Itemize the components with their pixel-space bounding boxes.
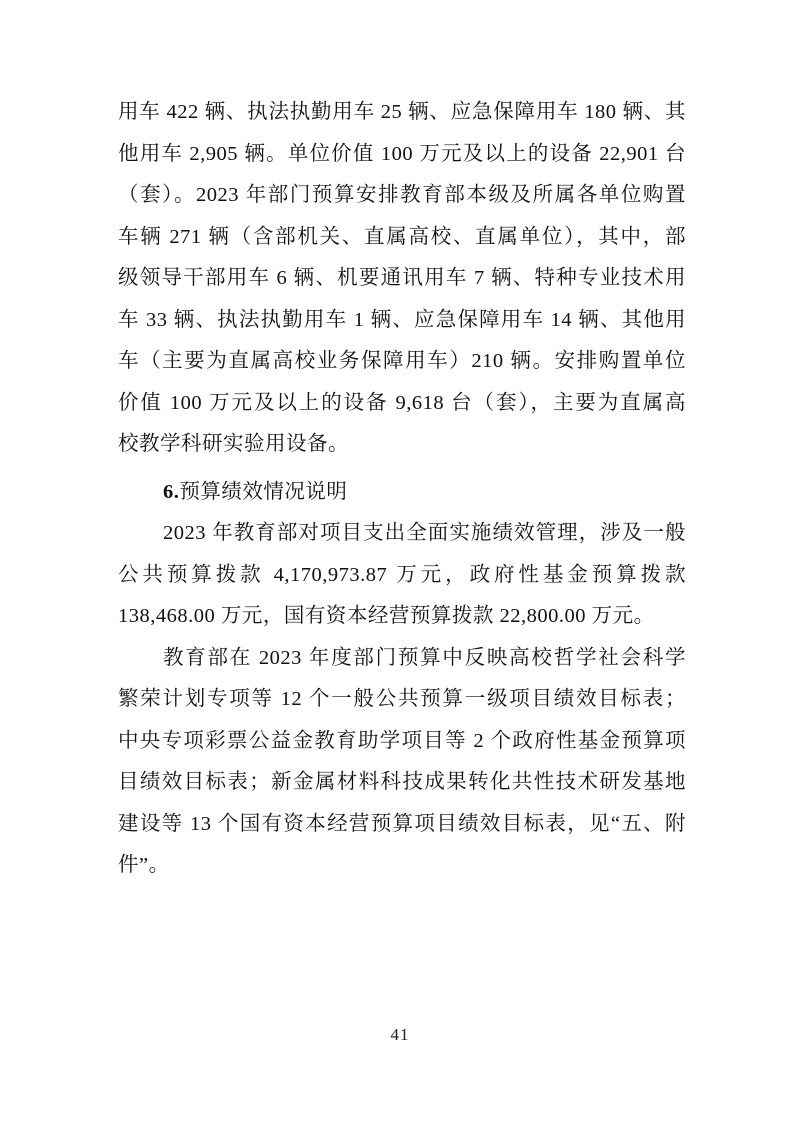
body-text-line: 他用车 2,905 辆。单位价值 100 万元及以上的设备 22,901 台 [118, 142, 686, 165]
body-text-line: 公共预算拨款 4,170,973.87 万元，政府性基金预算拨款 [118, 563, 686, 586]
body-text-line: 级领导干部用车 6 辆、机要通讯用车 7 辆、特种专业技术用 [118, 267, 686, 289]
body-text-line: 繁荣计划专项等 12 个一般公共预算一级项目绩效目标表； [118, 688, 686, 710]
paragraph-performance-tables [118, 638, 686, 887]
section-heading-title: 预算绩效情况说明 [179, 480, 348, 503]
body-text-line: 校教学科研实验用设备。 [118, 433, 349, 455]
body-text-line: 车辆 271 辆（含部机关、直属高校、直属单位），其中，部 [118, 225, 686, 248]
body-text-line: 车 33 辆、执法执勤用车 1 辆、应急保障用车 14 辆、其他用 [118, 308, 686, 331]
body-text-line: （套）。2023 年部门预算安排教育部本级及所属各单位购置 [118, 184, 686, 206]
body-text-line: 用车 422 辆、执法执勤用车 25 辆、应急保障用车 180 辆、其 [118, 101, 686, 123]
section-heading [118, 472, 686, 514]
page-number: 41 [390, 1025, 410, 1044]
paragraph-performance-funding [118, 513, 686, 638]
body-text-line: 价值 100 万元及以上的设备 9,618 台（套），主要为直属高 [118, 391, 686, 414]
body-text-line: 138,468.00 万元，国有资本经营预算拨款 22,800.00 万元。 [118, 605, 655, 627]
body-text-line: 2023 年教育部对项目支出全面实施绩效管理，涉及一般 [163, 522, 686, 544]
body-text-line: 建设等 13 个国有资本经营预算项目绩效目标表，见“五、附 [118, 812, 686, 835]
body-text-line: 件”。 [118, 854, 170, 876]
body-text-line: 目绩效目标表；新金属材料科技成果转化共性技术研发基地 [118, 771, 686, 793]
body-text-line: 教育部在 2023 年度部门预算中反映高校哲学社会科学 [163, 646, 686, 669]
section-heading-number: 6. [163, 480, 180, 503]
body-text-line: 车（主要为直属高校业务保障用车）210 辆。安排购置单位 [118, 350, 686, 372]
paragraph-vehicles-equipment [118, 92, 686, 466]
text-block [118, 92, 686, 887]
body-text-line: 中央专项彩票公益金教育助学项目等 2 个政府性基金预算项 [118, 729, 686, 752]
